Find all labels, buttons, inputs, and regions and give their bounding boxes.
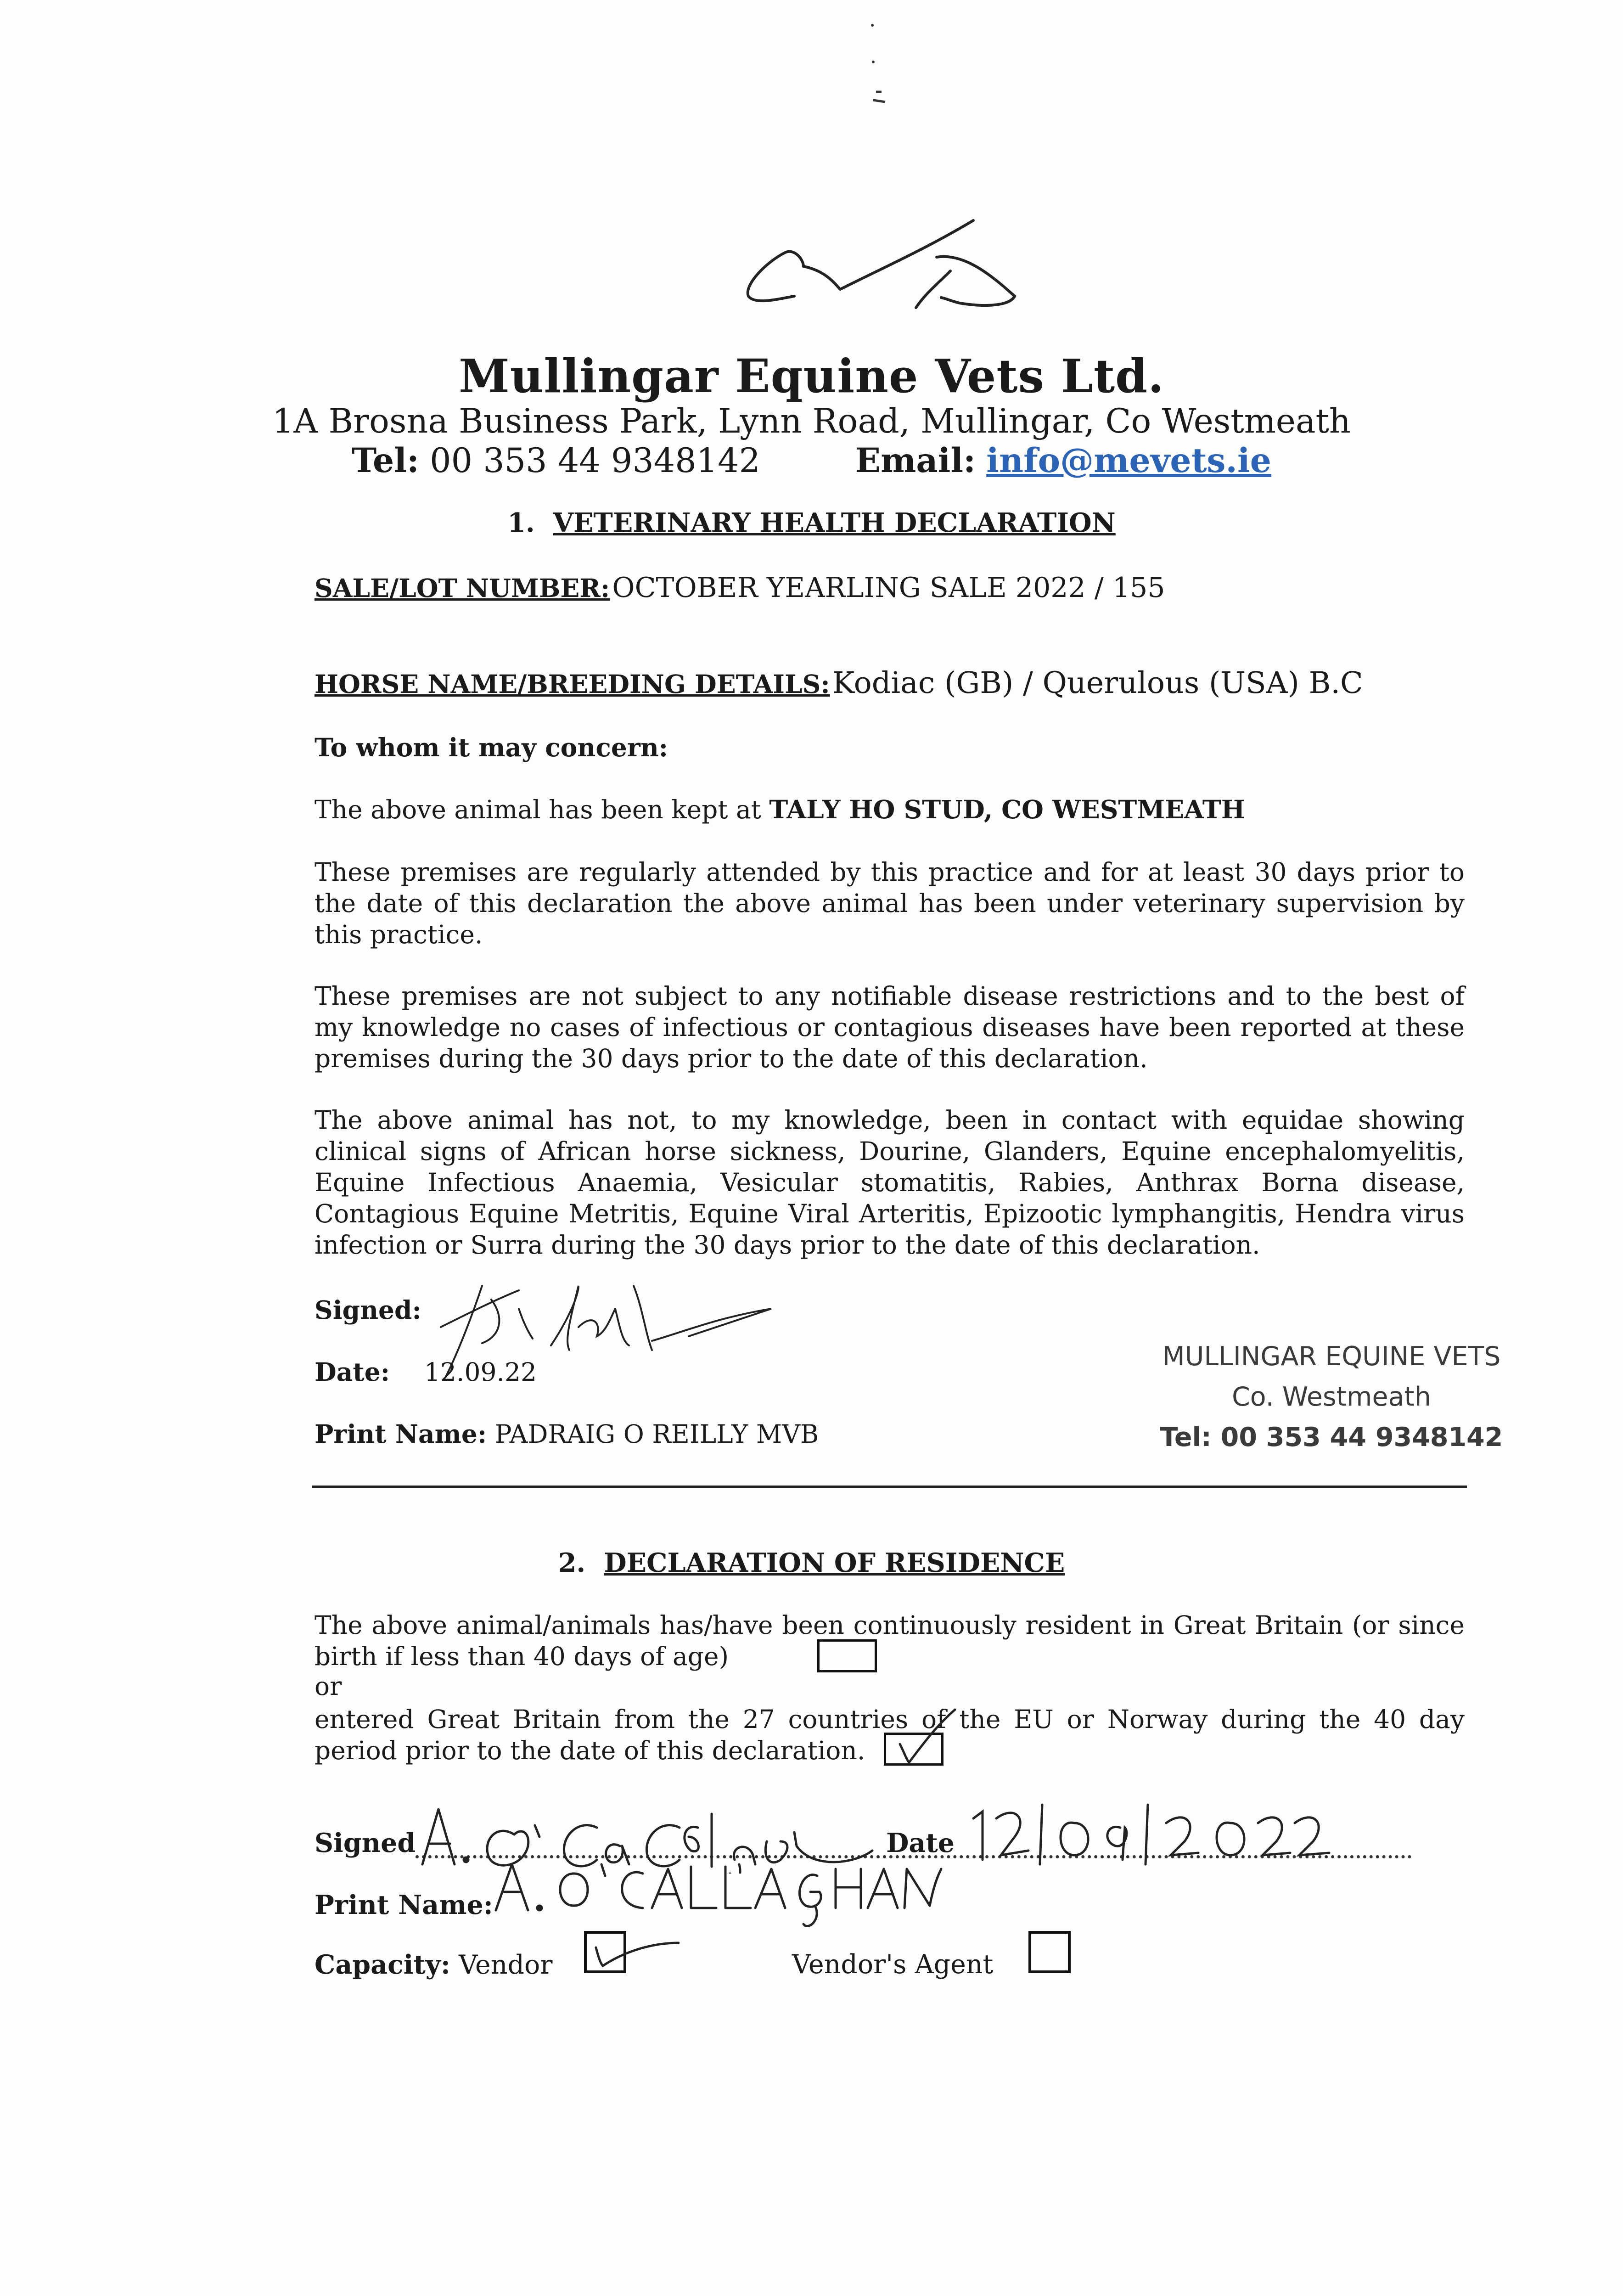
section1-number: 1. <box>507 507 535 538</box>
residence-option-1: The above animal/animals has/have been continuously resident in Great Britain (or since birth if less than 40 days of age) <box>314 1610 1465 1671</box>
section2-title: DECLARATION OF RESIDENCE <box>604 1548 1065 1578</box>
vet-date-value: 12.09.22 <box>424 1357 537 1387</box>
checkmark-icon <box>582 1925 683 1975</box>
stamp-line-2: Co. Westmeath <box>1231 1382 1432 1412</box>
capacity-label: Capacity: <box>314 1949 450 1980</box>
section2-heading <box>0 1548 1623 1578</box>
company-name: Mullingar Equine Vets Ltd. <box>459 349 1164 403</box>
horse-logo-icon <box>735 216 1028 326</box>
checkmark-icon <box>891 1707 960 1767</box>
horse-label: HORSE NAME/BREEDING DETAILS: <box>314 669 830 699</box>
restrictions-paragraph: These premises are not subject to any notifiable disease restrictions and to the best of my knowledge no cases of infectious or contagious diseases have been reported at these premises during the 30 days prior to the date of this declaration. <box>314 981 1465 1073</box>
kept-at-line <box>314 794 1245 824</box>
section1-heading <box>0 507 1623 538</box>
company-address: 1A Brosna Business Park, Lynn Road, Mullingar, Co Westmeath <box>272 402 1351 441</box>
supervision-paragraph: These premises are regularly attended by this practice and for at least 30 days prior to the date of this declaration the above animal has been under veterinary supervision by this practice. <box>314 857 1465 949</box>
horse-value: Kodiac (GB) / Querulous (USA) B.C <box>832 666 1363 700</box>
salutation: To whom it may concern: <box>314 732 668 762</box>
residence-option-1-checkbox[interactable] <box>817 1639 877 1672</box>
vendor-agent-checkbox[interactable] <box>1028 1931 1071 1973</box>
stamp-line-3: Tel: 00 353 44 9348142 <box>1160 1422 1503 1452</box>
lot-label: SALE/LOT NUMBER: <box>314 573 610 603</box>
kept-text: The above animal has been kept at <box>314 795 761 824</box>
practice-stamp <box>1125 1336 1538 1458</box>
vendor-print-label: Print Name: <box>314 1890 493 1920</box>
tel-label: Tel: <box>351 441 419 480</box>
section-divider <box>312 1486 1467 1488</box>
vet-print-label: Print Name: <box>314 1419 487 1449</box>
email-label: Email: <box>855 441 976 480</box>
or-separator: or <box>314 1671 342 1701</box>
residence-option-2-checkbox[interactable] <box>884 1733 943 1766</box>
vendor-handwritten-name <box>487 1855 992 1933</box>
vendor-agent-label: Vendor's Agent <box>792 1949 994 1980</box>
vendor-checkbox[interactable] <box>584 1931 626 1973</box>
tel-value: 00 353 44 9348142 <box>430 441 761 480</box>
vet-date-label: Date: <box>314 1357 390 1387</box>
vet-print-row <box>314 1419 819 1449</box>
horse-row <box>314 666 1363 700</box>
scan-specks <box>863 18 900 110</box>
vet-signed-label: Signed: <box>314 1295 421 1325</box>
kept-place: TALY HO STUD, CO WESTMEATH <box>769 794 1245 824</box>
capacity-row <box>314 1949 553 1980</box>
residence-option-2: entered Great Britain from the 27 countries of the EU or Norway during the 40 day period prior to the date of this declaration. <box>314 1705 1465 1765</box>
vet-date-row <box>314 1357 537 1387</box>
company-contact <box>0 441 1623 480</box>
vet-print-value: PADRAIG O REILLY MVB <box>494 1419 819 1449</box>
stamp-line-1: MULLINGAR EQUINE VETS <box>1162 1341 1501 1372</box>
lot-value: OCTOBER YEARLING SALE 2022 / 155 <box>612 572 1165 604</box>
disease-contact-paragraph: The above animal has not, to my knowledge, been in contact with equidae showing clinical signs of African horse sickness, Dourine, Glanders, Equine encephalomyelitis, Equine Infectious Anaemia, Vesicular stomatitis, Rabies, Anthrax Borna disease, Contagious Equine Metritis, Equine Viral Arteritis, Epizootic lymphangitis, Hendra virus infection or Surra during the 30 days prior to the date of this declaration. <box>314 1105 1465 1260</box>
vendor-date-label: Date <box>886 1828 955 1858</box>
vendor-handwritten-date <box>964 1795 1331 1869</box>
vendor-signed-label: Signed <box>314 1828 416 1858</box>
lot-row <box>314 572 1165 604</box>
section2-number: 2. <box>558 1548 586 1578</box>
email-link[interactable]: info@mevets.ie <box>986 441 1272 480</box>
vendor-label: Vendor <box>459 1950 553 1980</box>
section1-title: VETERINARY HEALTH DECLARATION <box>553 507 1116 538</box>
